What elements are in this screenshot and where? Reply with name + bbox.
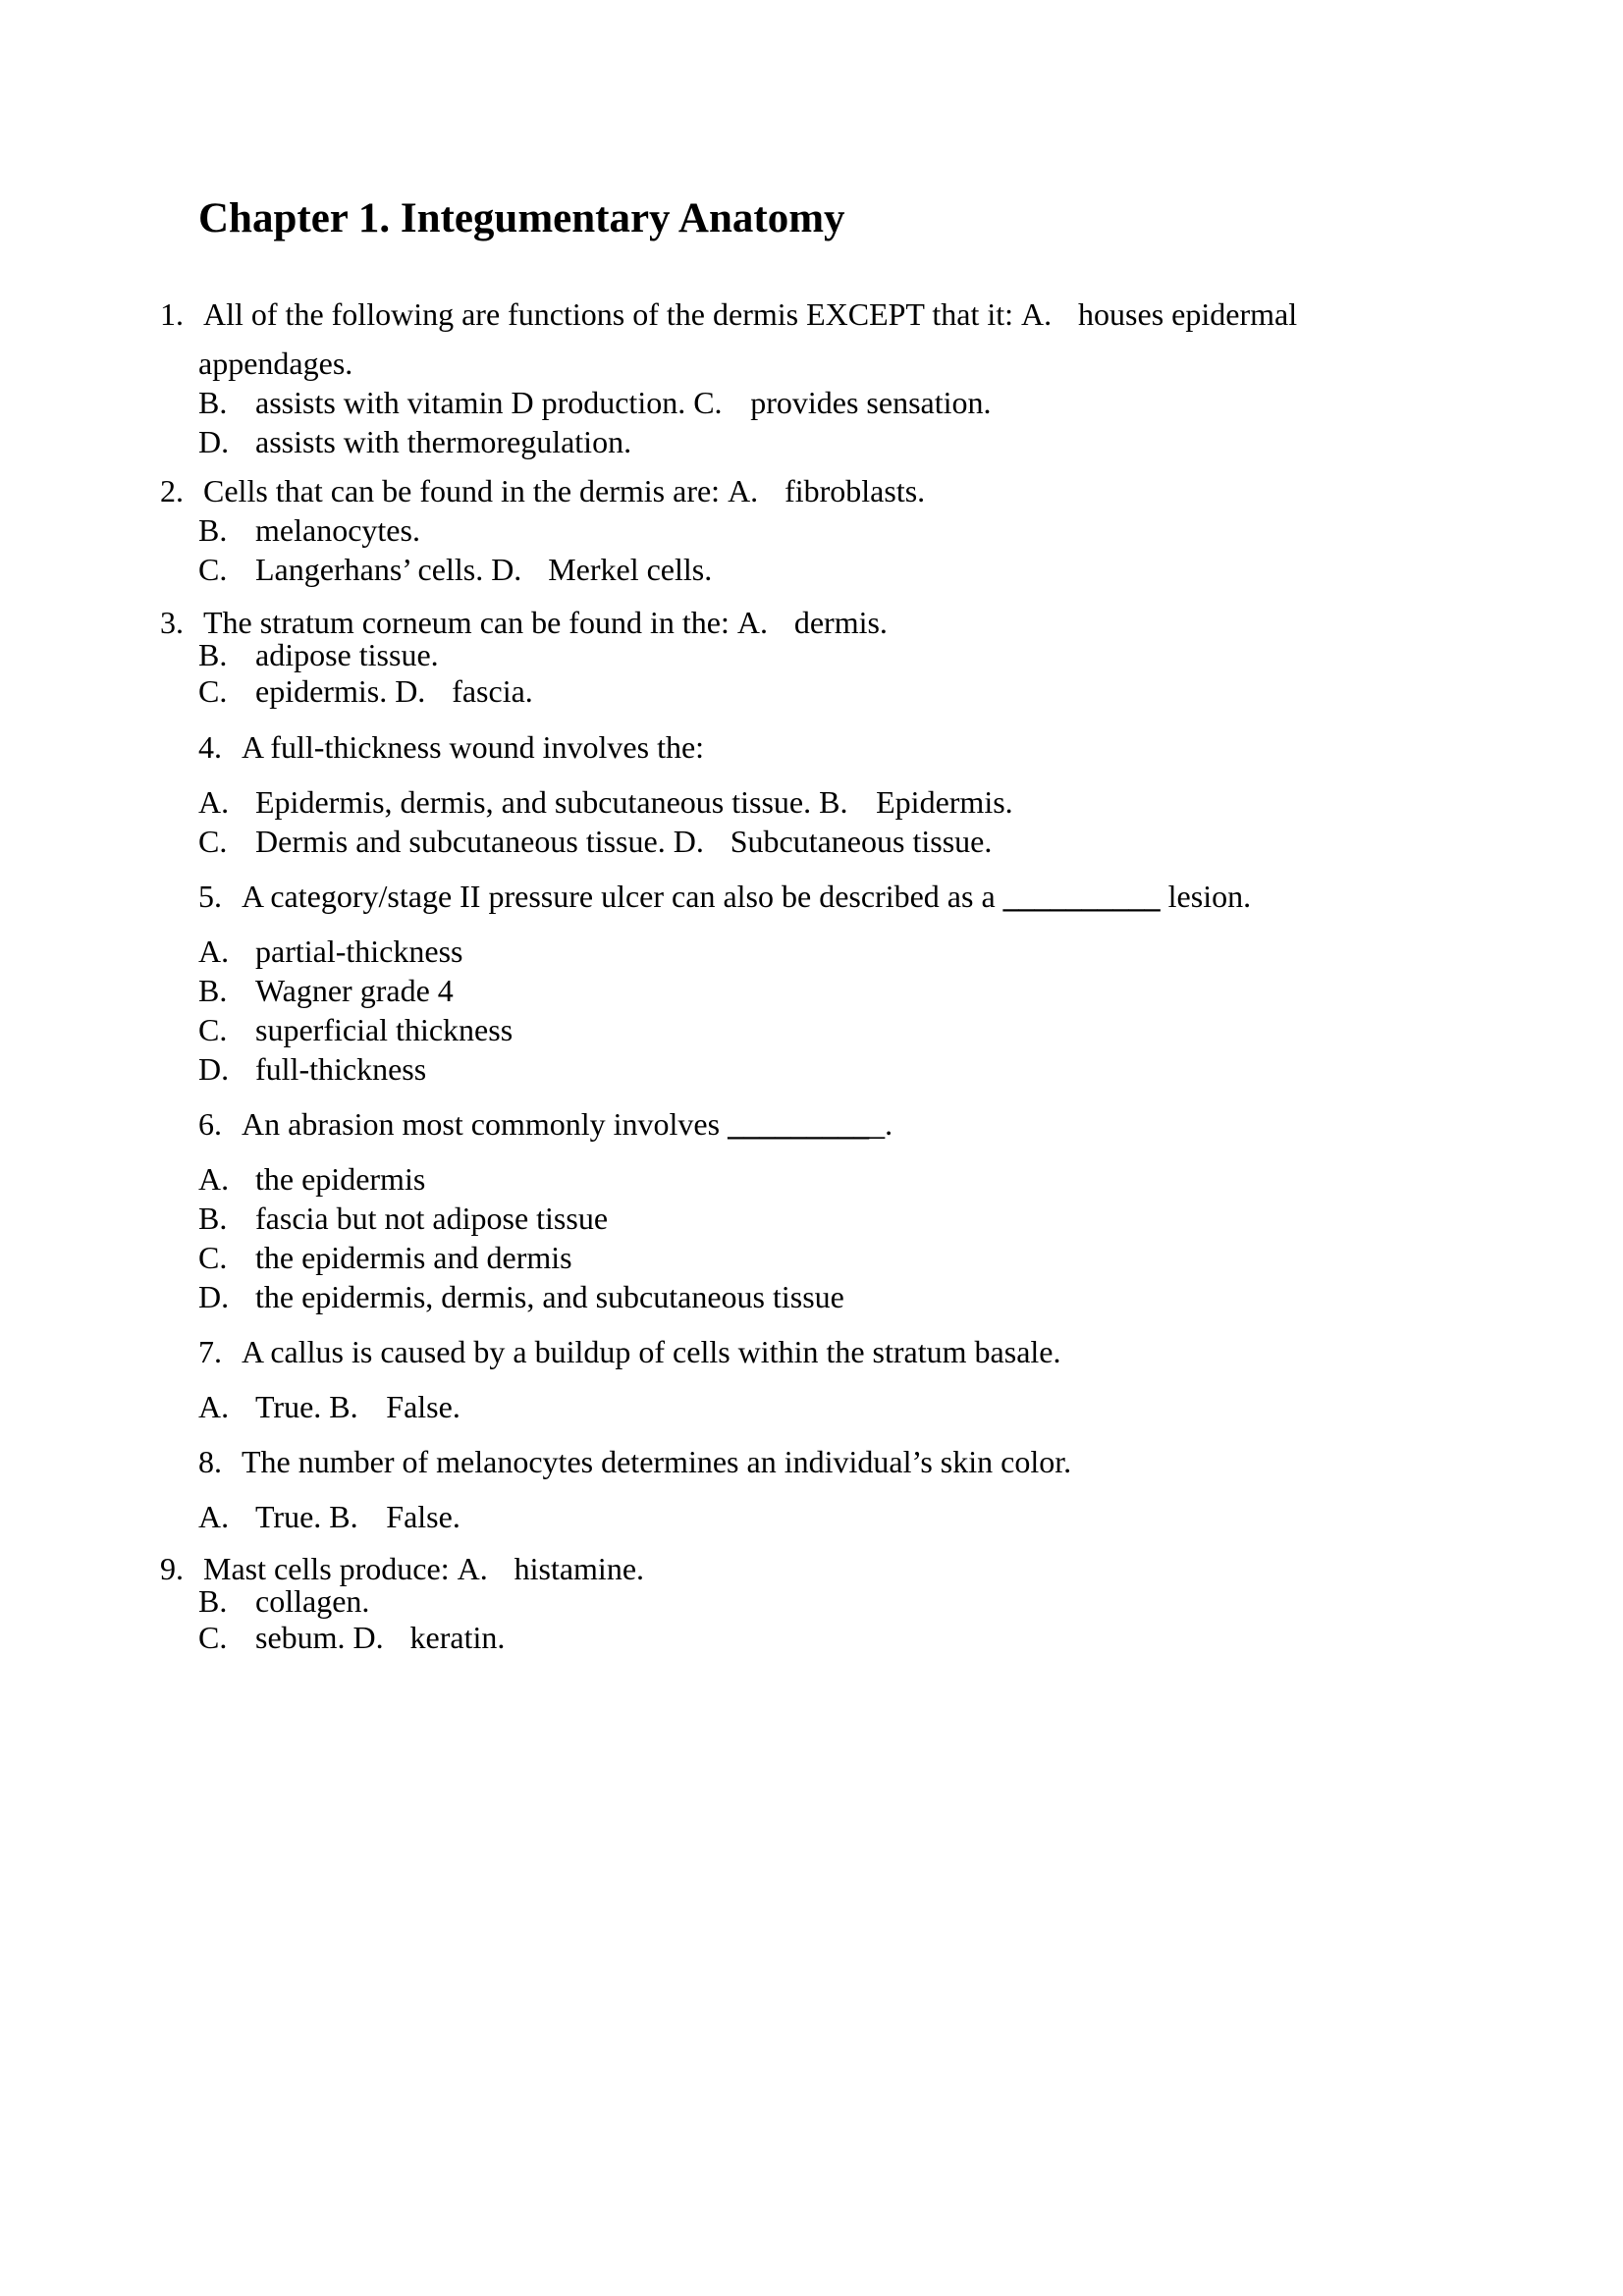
option-label: B.: [329, 1499, 358, 1534]
option-text: True.: [255, 1499, 322, 1534]
option-label: D.: [395, 673, 426, 709]
question-number: 9.: [160, 1551, 184, 1586]
question-5-stem: [198, 877, 1251, 916]
option-label: B.: [198, 512, 228, 548]
option-label: A.: [457, 1551, 488, 1586]
question-5-line: [198, 1010, 513, 1049]
page-title: Chapter 1. Integumentary Anatomy: [198, 195, 845, 241]
question-text: Mast cells produce:: [203, 1551, 450, 1586]
option-label: D.: [491, 552, 522, 587]
option-label: C.: [198, 552, 228, 587]
option-text: fascia.: [452, 673, 533, 709]
question-1-stem: [160, 294, 1297, 334]
option-label: C.: [198, 1240, 228, 1275]
question-number: 4.: [198, 729, 222, 765]
option-text: Dermis and subcutaneous tissue.: [255, 824, 666, 859]
option-text: False.: [386, 1499, 460, 1534]
option-text: full-thickness: [255, 1051, 427, 1087]
option-label: A.: [728, 473, 759, 508]
option-text: assists with vitamin D production.: [255, 385, 686, 420]
option-text: the epidermis, dermis, and subcutaneous tissue: [255, 1279, 844, 1314]
option-text: True.: [255, 1389, 322, 1424]
question-5-line: [198, 932, 462, 971]
question-text: All of the following are functions of the dermis EXCEPT that it:: [203, 296, 1014, 332]
question-text: The stratum corneum can be found in the:: [203, 605, 730, 640]
question-6-line: [198, 1238, 572, 1277]
question-text: A category/stage II pressure ulcer can also be described as a: [242, 879, 996, 914]
option-label: A.: [198, 784, 230, 820]
answer-blank: _________: [728, 1106, 870, 1142]
question-7-stem: [198, 1332, 1060, 1371]
question-number: 2.: [160, 473, 184, 508]
option-text: dermis.: [793, 605, 888, 640]
question-4-line: [198, 782, 1013, 822]
question-8-stem: [198, 1442, 1071, 1481]
option-label: B.: [198, 973, 228, 1008]
option-label: B.: [198, 385, 228, 420]
question-4-line: [198, 822, 992, 861]
option-label: C.: [693, 385, 723, 420]
question-7-line: [198, 1387, 460, 1426]
option-text: fascia but not adipose tissue: [255, 1201, 609, 1236]
option-text: False.: [386, 1389, 460, 1424]
option-text: histamine.: [514, 1551, 645, 1586]
question-number: 8.: [198, 1444, 222, 1479]
question-3-line: [198, 635, 439, 674]
question-2-line: [198, 550, 712, 589]
question-text: A full-thickness wound involves the:: [242, 729, 705, 765]
question-number: 6.: [198, 1106, 222, 1142]
question-6-line: [198, 1199, 608, 1238]
question-text: An abrasion most commonly involves: [242, 1106, 721, 1142]
option-text: assists with thermoregulation.: [255, 424, 632, 459]
option-text: Subcutaneous tissue.: [730, 824, 993, 859]
option-label: D.: [198, 424, 230, 459]
option-label: B.: [198, 1201, 228, 1236]
option-text: Wagner grade 4: [255, 973, 454, 1008]
question-9-line: [198, 1581, 369, 1621]
question-2-line: [198, 510, 420, 550]
question-5-line: [198, 971, 454, 1010]
option-text: Merkel cells.: [548, 552, 713, 587]
option-label: D.: [198, 1051, 230, 1087]
question-6-line: [198, 1277, 844, 1316]
question-9-line: [198, 1618, 505, 1657]
option-label: C.: [198, 1012, 228, 1047]
question-8-line: [198, 1497, 460, 1536]
option-label: B.: [329, 1389, 358, 1424]
question-1-line: [198, 422, 631, 461]
option-label: A.: [736, 605, 768, 640]
option-label: C.: [198, 673, 228, 709]
option-label: B.: [819, 784, 848, 820]
option-text: superficial thickness: [255, 1012, 514, 1047]
question-text-end: _.: [869, 1106, 893, 1142]
option-label: A.: [1021, 296, 1053, 332]
option-text: collagen.: [255, 1583, 370, 1619]
question-1-line: [198, 344, 352, 383]
question-6-line: [198, 1159, 425, 1199]
answer-blank: __________: [1002, 879, 1161, 914]
option-label: D.: [673, 824, 704, 859]
question-2-stem: [160, 471, 925, 510]
question-number: 1.: [160, 296, 184, 332]
option-text: melanocytes.: [255, 512, 420, 548]
option-label: C.: [198, 824, 228, 859]
question-text: A callus is caused by a buildup of cells within the stratum basale.: [242, 1334, 1061, 1369]
question-1-line: [198, 383, 992, 422]
question-number: 7.: [198, 1334, 222, 1369]
question-text: The number of melanocytes determines an individual’s skin color.: [242, 1444, 1072, 1479]
option-label: A.: [198, 1389, 230, 1424]
option-text: keratin.: [409, 1620, 506, 1655]
question-number: 5.: [198, 879, 222, 914]
question-number: 3.: [160, 605, 184, 640]
option-text: Epidermis.: [876, 784, 1013, 820]
option-label: A.: [198, 1161, 230, 1197]
option-text: sebum.: [255, 1620, 346, 1655]
question-3-line: [198, 671, 533, 711]
option-label: A.: [198, 934, 230, 969]
option-text: the epidermis and dermis: [255, 1240, 572, 1275]
option-text: houses epidermal: [1078, 296, 1298, 332]
question-6-stem: [198, 1104, 893, 1144]
question-5-line: [198, 1049, 426, 1089]
option-text: the epidermis: [255, 1161, 426, 1197]
question-4-stem: [198, 727, 704, 767]
option-text: partial-thickness: [255, 934, 463, 969]
option-text: adipose tissue.: [255, 637, 439, 672]
option-text: appendages.: [198, 346, 353, 381]
option-text: Epidermis, dermis, and subcutaneous tissue.: [255, 784, 812, 820]
option-label: B.: [198, 637, 228, 672]
option-text: Langerhans’ cells.: [255, 552, 484, 587]
option-label: D.: [352, 1620, 384, 1655]
option-label: C.: [198, 1620, 228, 1655]
option-text: provides sensation.: [750, 385, 992, 420]
question-text: Cells that can be found in the dermis are:: [203, 473, 721, 508]
option-label: B.: [198, 1583, 228, 1619]
option-label: A.: [198, 1499, 230, 1534]
option-text: epidermis.: [255, 673, 388, 709]
question-text-end: lesion.: [1167, 879, 1252, 914]
option-text: fibroblasts.: [784, 473, 926, 508]
option-label: D.: [198, 1279, 230, 1314]
